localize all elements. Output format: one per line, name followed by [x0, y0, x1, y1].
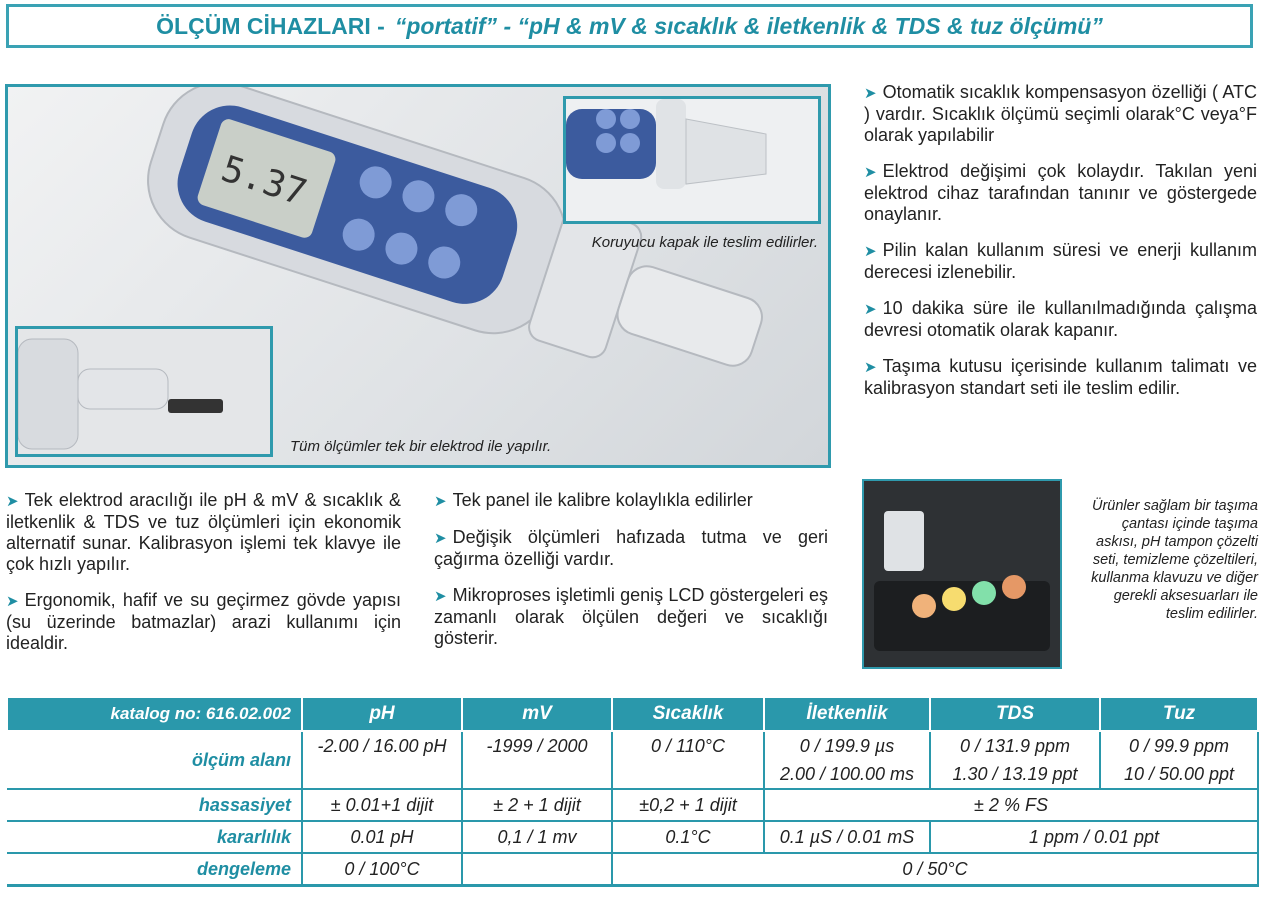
- arrow-icon: ➤: [864, 359, 877, 376]
- column-header: mV: [462, 697, 612, 731]
- table-cell: [930, 731, 1100, 789]
- arrow-icon: ➤: [434, 493, 447, 510]
- lcd-reading: 5.37: [216, 148, 312, 215]
- cell-line: 0 / 131.9 ppm: [959, 736, 1071, 756]
- table-header-row: [7, 697, 1258, 731]
- row-label: kararlılık: [7, 821, 302, 853]
- protective-cap-photo: [563, 96, 821, 224]
- table-cell: 0 / 50°C: [612, 853, 1258, 886]
- caption-carrying-case: Ürünler sağlam bir taşıma çantası içinde taşıma askısı, pH tampon çözelti seti, temizleme çözeltileri, kullanma klavuzu ve diğer gerekli aksesuarları ile teslim edilirler.: [1091, 498, 1258, 622]
- table-cell: 1 ppm / 0.01 ppt: [930, 821, 1258, 853]
- electrode-illustration: [18, 329, 270, 454]
- title-subtitle: “portatif” - “pH & mV & sıcaklık & iletkenlik & TDS & tuz ölçümü”: [394, 12, 1103, 39]
- page-title: [6, 4, 1253, 48]
- list-item: ➤ Otomatik sıcaklık kompensasyon özelliği ( ATC ) vardır. Sıcaklık ölçümü seçimli olarak°C veya°F olarak yapılabilir: [864, 82, 1257, 145]
- case-illustration: [864, 481, 1060, 667]
- spec-table: [6, 696, 1259, 887]
- arrow-icon: ➤: [6, 493, 19, 510]
- cap-illustration: [566, 99, 818, 221]
- table-cell: 0.1°C: [612, 821, 764, 853]
- feature-list-middle: [434, 490, 828, 664]
- table-cell: 0,1 / 1 mv: [462, 821, 612, 853]
- table-cell: -2.00 / 16.00 pH: [302, 731, 462, 789]
- arrow-icon: ➤: [864, 301, 877, 318]
- table-cell: ± 0.01+1 dijit: [302, 789, 462, 821]
- list-item: ➤ Tek panel ile kalibre kolaylıkla edilirler: [434, 490, 753, 510]
- list-item: ➤ Ergonomik, hafif ve su geçirmez gövde yapısı (su üzerinde batmazlar) arazi kullanımı için idealdir.: [6, 590, 401, 653]
- cell-line: 1.30 / 13.19 ppt: [952, 764, 1078, 784]
- arrow-icon: ➤: [864, 164, 877, 181]
- row-label: ölçüm alanı: [7, 731, 302, 789]
- caption-protective-cap: Koruyucu kapak ile teslim edilirler.: [591, 234, 818, 251]
- table-row: [7, 731, 1258, 789]
- arrow-icon: ➤: [434, 588, 447, 605]
- table-row: [7, 789, 1258, 821]
- table-cell: ± 2 + 1 dijit: [462, 789, 612, 821]
- table-cell: ±0,2 + 1 dijit: [612, 789, 764, 821]
- table-cell: [764, 731, 930, 789]
- row-label: hassasiyet: [7, 789, 302, 821]
- list-item: ➤ Mikroproses işletimli geniş LCD göstergeleri eş zamanlı olarak ölçülen değeri ve sıcaklığı gösterir.: [434, 585, 828, 648]
- feature-list-left: [6, 490, 401, 669]
- list-item: ➤ Pilin kalan kullanım süresi ve enerji kullanım derecesi izlenebilir.: [864, 240, 1257, 282]
- table-cell: [462, 853, 612, 886]
- column-header: Sıcaklık: [612, 697, 764, 731]
- arrow-icon: ➤: [864, 85, 877, 102]
- table-cell: -1999 / 2000: [462, 731, 612, 789]
- table-cell: 0 / 100°C: [302, 853, 462, 886]
- list-item: ➤ Elektrod değişimi çok kolaydır. Takılan yeni elektrod cihaz tarafından tanınır ve göstergede onaylanır.: [864, 161, 1257, 224]
- arrow-icon: ➤: [434, 530, 447, 547]
- arrow-icon: ➤: [6, 593, 19, 610]
- column-header: İletkenlik: [764, 697, 930, 731]
- cell-line: 10 / 50.00 ppt: [1123, 764, 1235, 784]
- table-cell: 0.01 pH: [302, 821, 462, 853]
- cell-line: 2.00 / 100.00 ms: [779, 764, 915, 784]
- row-label: dengeleme: [7, 853, 302, 886]
- table-cell: 0.1 µS / 0.01 mS: [764, 821, 930, 853]
- column-header: pH: [302, 697, 462, 731]
- table-row: [7, 821, 1258, 853]
- electrode-photo: [15, 326, 273, 457]
- list-item: ➤ Taşıma kutusu içerisinde kullanım talimatı ve kalibrasyon standart seti ile teslim edilir.: [864, 356, 1257, 398]
- column-header: TDS: [930, 697, 1100, 731]
- caption-single-electrode: Tüm ölçümler tek bir elektrod ile yapılır.: [290, 438, 552, 455]
- table-cell: ± 2 % FS: [764, 789, 1258, 821]
- column-header: Tuz: [1100, 697, 1258, 731]
- table-row: [7, 853, 1258, 886]
- feature-list-right: [864, 82, 1257, 414]
- table-cell: [1100, 731, 1258, 789]
- title-main: ÖLÇÜM CİHAZLARI -: [156, 12, 385, 39]
- cell-line: 0 / 99.9 ppm: [1128, 736, 1230, 756]
- list-item: ➤ 10 dakika süre ile kullanılmadığında çalışma devresi otomatik olarak kapanır.: [864, 298, 1257, 340]
- arrow-icon: ➤: [864, 243, 877, 260]
- cell-line: 0 / 199.9 µs: [799, 736, 895, 756]
- list-item: ➤ Tek elektrod aracılığı ile pH & mV & sıcaklık & iletkenlik & TDS ve tuz ölçümleri için ekonomik alternatif sunar. Kalibrasyon işlemi tek klavye ile çok hızlı yapılır.: [6, 490, 401, 574]
- catalog-number: katalog no: 616.02.002: [7, 697, 302, 731]
- carrying-case-photo: [862, 479, 1062, 669]
- table-cell: 0 / 110°C: [612, 731, 764, 789]
- list-item: ➤ Değişik ölçümleri hafızada tutma ve geri çağırma özelliği vardır.: [434, 527, 828, 569]
